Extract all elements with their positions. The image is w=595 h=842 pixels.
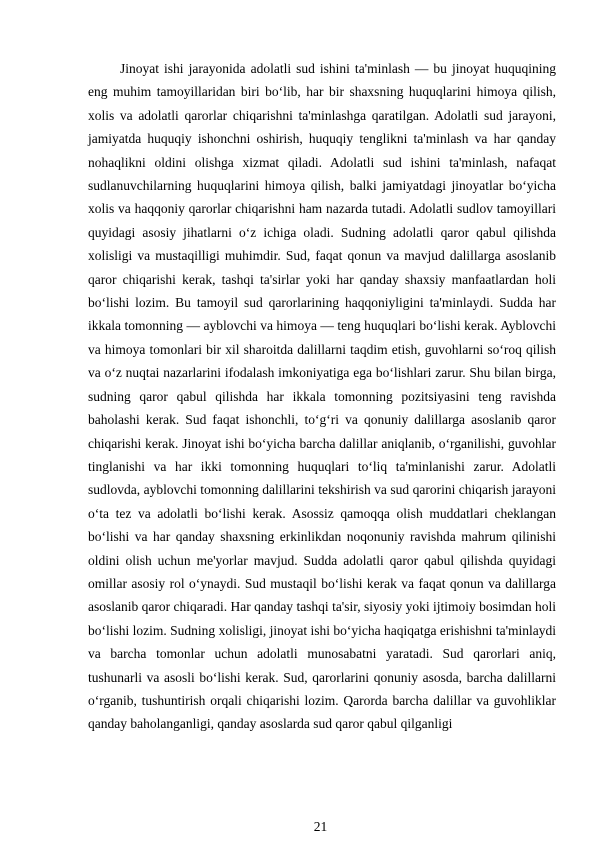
body-paragraph: Jinoyat ishi jarayonida adolatli sud ishini ta'minlash — bu jinoyat huquqining eng muhim tamoyillaridan biri bo‘lib, har bir shaxsning huquqlarini himoya qilish, xolis va adolatli qarorlar chiqarishni ta'minlashga qaratilgan. Adolatli sud jarayoni, jamiyatda huquqiy ishonchni oshirish, huquqiy tenglikni ta'minlash va har qanday nohaqlikni oldini olishga xizmat qiladi. Adolatli sud ishini ta'minlash, nafaqat sudlanuvchilarning huquqlarini himoya qilish, balki jamiyatdagi jinoyatlar bo‘yicha xolis va haqqoniy qarorlar chiqarishni ham nazarda tutadi. Adolatli sudlov tamoyillari quyidagi asosiy jihatlarni o‘z ichiga oladi. Sudning adolatli qaror qabul qilishda xolisligi va mustaqilligi muhimdir. Sud, faqat qonun va mavjud dalillarga asoslanib qaror chiqarishi kerak, tashqi ta'sirlar yoki har qanday shaxsiy manfaatlardan holi bo‘lishi lozim. Bu tamoyil sud qarorlarining haqqoniyligini ta'minlaydi. Sudda har ikkala tomonning — ayblovchi va himoya — teng huquqlari bo‘lishi kerak. Ayblovchi va himoya tomonlari bir xil sharoitda dalillarni taqdim etish, guvohlarni so‘roq qilish va o‘z nuqtai nazarlarini ifodalash imkoniyatiga ega bo‘lishlari zarur. Shu bilan birga, sudning qaror qabul qilishda har ikkala tomonning pozitsiyasini teng ravishda baholashi kerak. Sud faqat ishonchli, to‘g‘ri va qonuniy dalillarga asoslanib qaror chiqarishi kerak. Jinoyat ishi bo‘yicha barcha dalillar aniqlanib, o‘rganilishi, guvohlar tinglanishi va har ikki tomonning huquqlari to‘liq ta'minlanishi zarur. Adolatli sudlovda, ayblovchi tomonning dalillarini tekshirish va sud qarorini chiqarish jarayoni o‘ta tez va adolatli bo‘lishi kerak. Asossiz qamoqqa olish muddatlari cheklangan bo‘lishi va har qanday shaxsning erkinlikdan noqonuniy ravishda mahrum qilinishi oldini olish uchun me'yorlar mavjud. Sudda adolatli qaror qabul qilishda quyidagi omillar asosiy rol o‘ynaydi. Sud mustaqil bo‘lishi kerak va faqat qonun va dalillarga asoslanib qaror chiqaradi. Har qanday tashqi ta'sir, siyosiy yoki ijtimoiy bosimdan holi bo‘lishi lozim. Sudning xolisligi, jinoyat ishi bo‘yicha haqiqatga erishishni ta'minlaydi va barcha tomonlar uchun adolatli munosabatni yaratadi. Sud qarorlari aniq, tushunarli va asosli bo‘lishi kerak. Sud, qarorlarini qonuniy asosda, barcha dalillarni o‘rganib, tushuntirish orqali chiqarishi lozim. Qarorda barcha dalillar va guvohliklar qanday baholanganligi, qanday asoslarda sud qaror qabul qilganligi [88, 61, 556, 732]
page-number: 21 [313, 819, 328, 834]
